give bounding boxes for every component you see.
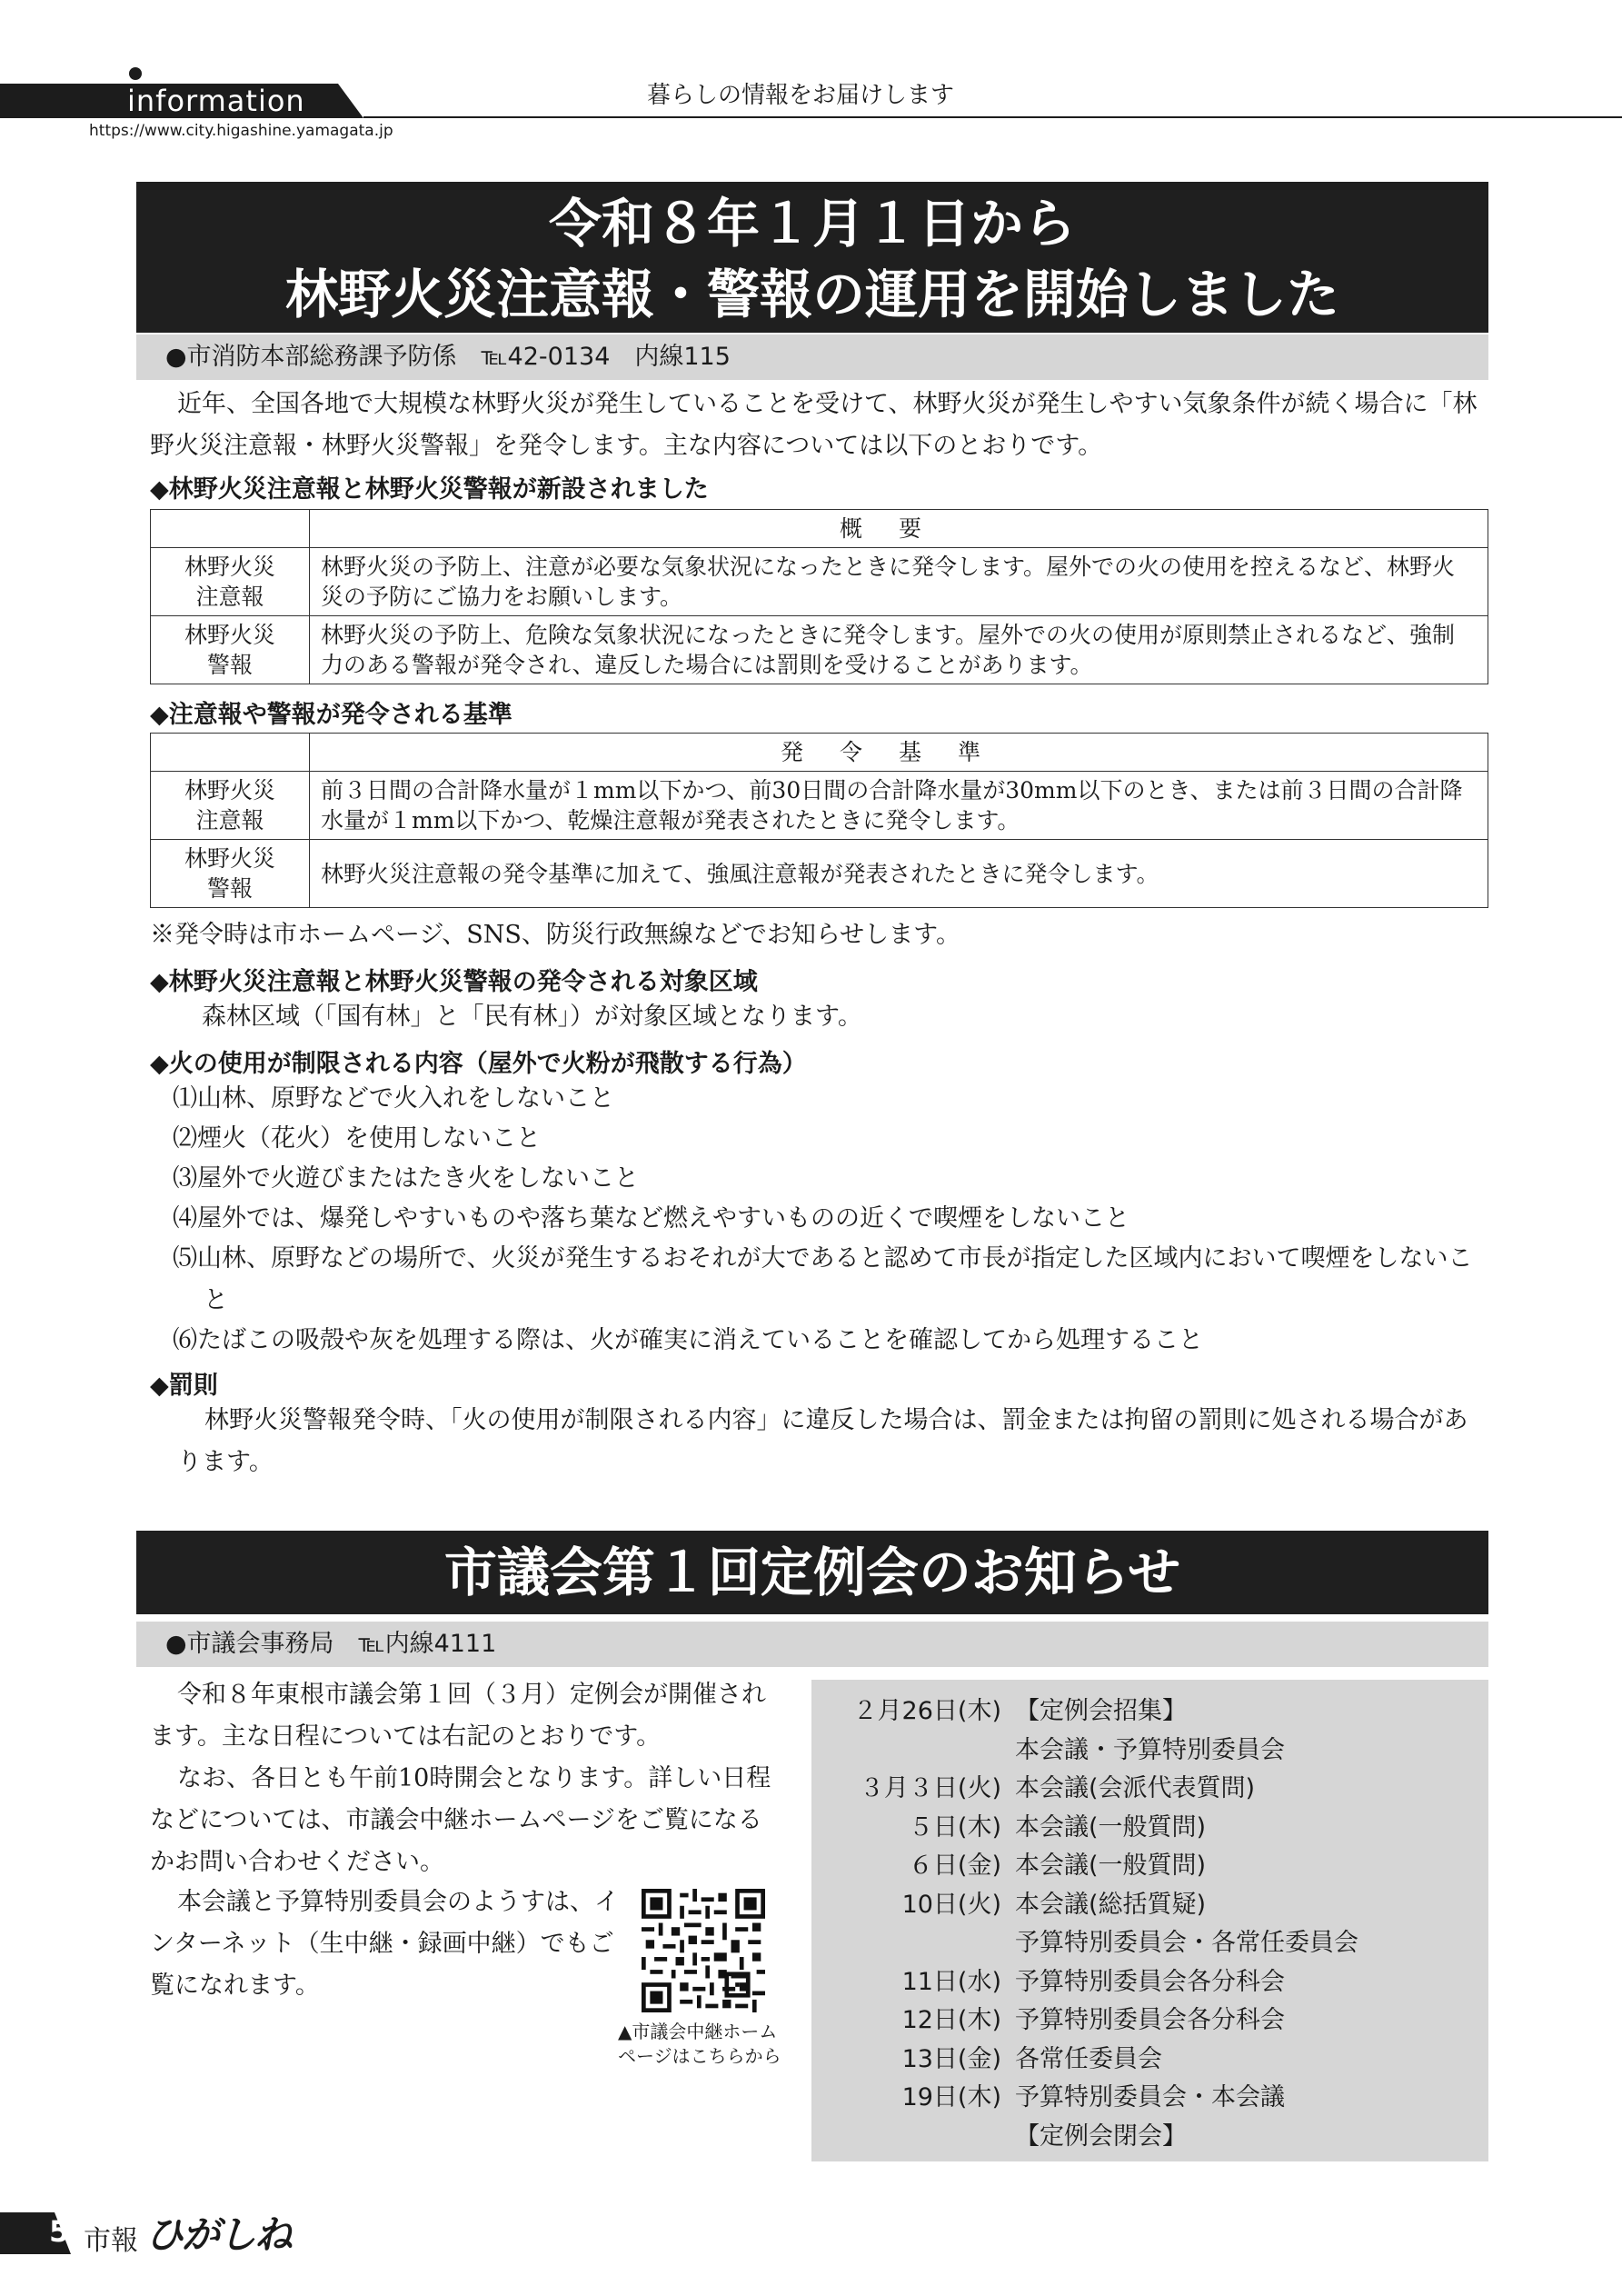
table-row: 林野火災 警報 林野火災注意報の発令基準に加えて、強風注意報が発表されたときに発令します。 <box>151 840 1488 908</box>
schedule-date: ３月３日(火) <box>859 1774 1001 1802</box>
fire-penalty: 林野火災警報発令時、「火の使用が制限される内容」に違反した場合は、罰金または拘留の罰則に処される場合があります。 <box>177 1406 1468 1476</box>
list-item: ⑸山林、原野などの場所で、火災が発生するおそれが大であると認めて市長が指定した区域内において喫煙をしないこと <box>173 1244 1473 1314</box>
schedule-date: 13日(金) <box>901 2044 1001 2073</box>
header-tagline: 暮らしの情報をお届けします <box>647 82 955 109</box>
list-item: ⑴山林、原野などで火入れをしないこと <box>173 1084 614 1113</box>
schedule-event: 本会議(一般質問) <box>1015 1812 1207 1842</box>
schedule-event: 本会議・予算特別委員会 <box>1015 1735 1285 1764</box>
schedule-event: 【定例会閉会】 <box>1015 2121 1187 2151</box>
qr-caption: ▲市議会中継ホームページはこちらから <box>618 2021 781 2067</box>
header-word: information <box>127 84 305 118</box>
fire-heading-restrictions: ◆火の使用が制限される内容（屋外で火粉が飛散する行為） <box>150 1050 807 1078</box>
fire-title-line1: 令和８年１月１日から <box>548 193 1076 255</box>
table-criteria <box>150 733 1488 908</box>
council-p3: 本会議と予算特別委員会のようすは、インターネット（生中継・録画中継）でもご覧になれます。 <box>150 1888 619 2000</box>
table-row: 林野火災 警報 林野火災の予防上、危険な気象状況になったときに発令します。屋外での火の使用が原則禁止されるなど、強制力のある警報が発令され、違反した場合には罰則を受けることがあります。 <box>151 616 1488 684</box>
schedule-date: ５日(木) <box>908 1812 1001 1842</box>
schedule-date: ２月26日(木) <box>852 1697 1001 1725</box>
schedule-date: 12日(木) <box>901 2006 1001 2034</box>
fire-heading-criteria: ◆注意報や警報が発令される基準 <box>150 701 512 729</box>
council-p2: なお、各日とも午前10時開会となります。詳しい日程などについては、市議会中継ホームページをご覧になるかお問い合わせください。 <box>150 1764 771 1876</box>
table-overview-header: 概要 <box>310 510 1488 548</box>
schedule-date: 19日(木) <box>901 2083 1001 2111</box>
schedule-event: 本会議(一般質問) <box>1015 1852 1207 1880</box>
fire-heading-penalty: ◆罰則 <box>150 1372 218 1400</box>
table-overview <box>150 509 1488 684</box>
schedule-event: 【定例会招集】 <box>1015 1697 1187 1725</box>
table-row: 林野火災 注意報 林野火災の予防上、注意が必要な気象状況になったときに発令します。屋外での火の使用を控えるなど、林野火災の予防にご協力をお願いします。 <box>151 548 1488 616</box>
list-item: ⑷屋外では、爆発しやすいものや落ち葉など燃えやすいものの近くで喫煙をしないこと <box>173 1204 1129 1233</box>
fire-heading-area: ◆林野火災注意報と林野火災警報の発令される対象区域 <box>150 968 758 996</box>
list-item: ⑹たばこの吸殻や灰を処理する際は、火が確実に消えていることを確認してから処理すること <box>173 1326 1203 1354</box>
schedule-date: 10日(火) <box>901 1890 1001 1919</box>
fire-area: 森林区域（「国有林」と「民有林」）が対象区域となります。 <box>202 1003 862 1031</box>
fire-title-line2: 林野火災注意報・警報の運用を開始しました <box>284 264 1339 325</box>
schedule-date: 11日(水) <box>901 1967 1001 1996</box>
list-item: ⑶屋外で火遊びまたはたき火をしないこと <box>173 1164 639 1193</box>
schedule-event: 予算特別委員会・本会議 <box>1015 2083 1285 2111</box>
schedule-event: 本会議(総括質疑) <box>1015 1890 1207 1919</box>
schedule-event: 予算特別委員会各分科会 <box>1015 1967 1285 1996</box>
list-item: ⑵煙火（花火）を使用しないこと <box>173 1124 541 1153</box>
council-title-banner: 市議会第１回定例会のお知らせ <box>136 1531 1488 1614</box>
fire-intro: 近年、全国各地で大規模な林野火災が発生していることを受けて、林野火災が発生しやすい気象条件が続く場合に「林野火災注意報・林野火災警報」を発令します。主な内容については以下のとおりです。 <box>150 390 1478 460</box>
fire-title-banner <box>136 182 1488 333</box>
fire-note: ※発令時は市ホームページ、SNS、防災行政無線などでお知らせします。 <box>150 921 960 949</box>
schedule-date: ６日(金) <box>908 1852 1001 1880</box>
schedule-event: 予算特別委員会各分科会 <box>1015 2006 1285 2034</box>
header-url[interactable]: https://www.city.higashine.yamagata.jp <box>89 122 393 140</box>
header-dot <box>129 67 142 80</box>
fire-heading-new: ◆林野火災注意報と林野火災警報が新設されました <box>150 475 709 504</box>
council-contact: ●市議会事務局 ℡内線4111 <box>136 1622 1488 1667</box>
page-number: 5 <box>49 2214 70 2249</box>
footer-label: 市報 <box>84 2225 138 2257</box>
schedule-event: 本会議(会派代表質問) <box>1015 1774 1256 1802</box>
header-rule <box>363 116 1622 118</box>
footer-logo: ひがしね <box>145 2212 292 2257</box>
table-row: 林野火災 注意報 前３日間の合計降水量が１mm以下かつ、前30日間の合計降水量が30mm以下のとき、または前３日間の合計降水量が１mm以下かつ、乾燥注意報が発表されたときに発令します。 <box>151 772 1488 840</box>
table-criteria-header: 発令基準 <box>310 734 1488 772</box>
council-p1: 令和８年東根市議会第１回（３月）定例会が開催されます。主な日程については右記のとおりです。 <box>150 1681 766 1751</box>
qr-code[interactable] <box>642 1889 765 2012</box>
fire-contact: ●市消防本部総務課予防係 ℡42-0134 内線115 <box>136 334 1488 380</box>
schedule-event: 各常任委員会 <box>1015 2044 1162 2073</box>
schedule-event: 予算特別委員会・各常任委員会 <box>1015 1929 1358 1957</box>
